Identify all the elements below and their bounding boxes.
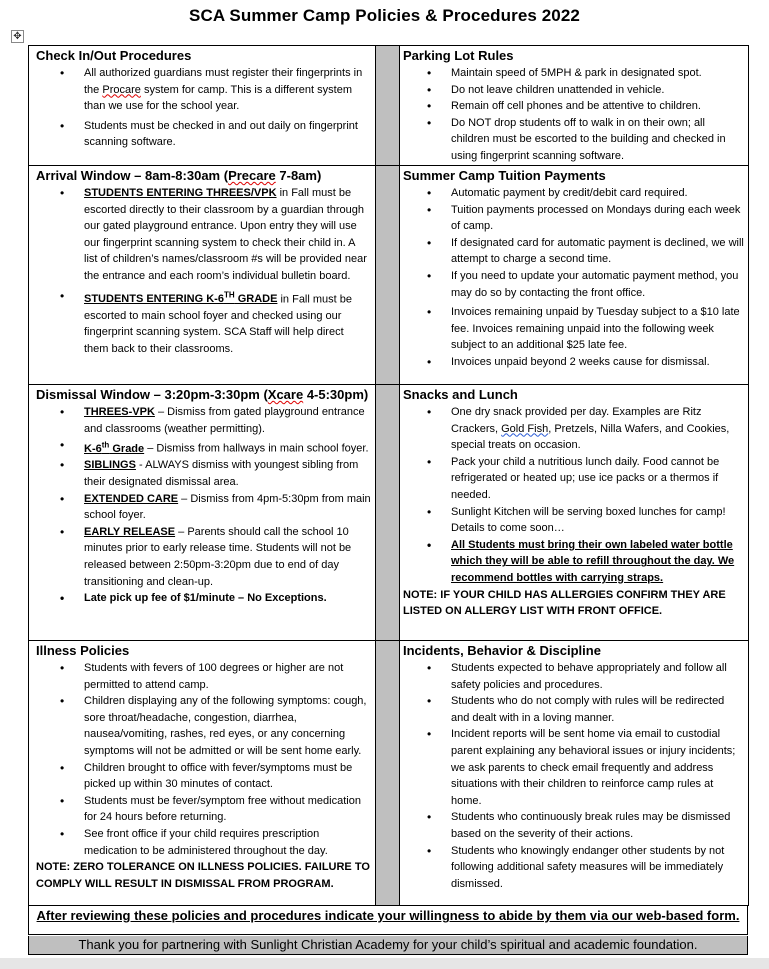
list-item: • THREES-VPK – Dismiss from gated playground entrance and classrooms (weather permitting). <box>36 404 371 437</box>
list-item: • Students with fevers of 100 degrees or higher are not permitted to attend camp. <box>36 660 371 693</box>
list-item: • Sunlight Kitchen will be serving boxed lunches for camp! Details to come soon… <box>403 504 744 537</box>
checkin-cell <box>29 46 376 165</box>
tuition-heading: Summer Camp Tuition Payments <box>403 168 606 183</box>
list-item: • Students who continuously break rules may be dismissed based on the severity of their actions. <box>403 809 744 842</box>
parking-heading: Parking Lot Rules <box>403 48 514 63</box>
page-edge <box>0 958 769 969</box>
arrival-heading: Arrival Window – 8am-8:30am (Precare 7-8am) <box>36 168 322 183</box>
dismissal-heading: Dismissal Window – 3:20pm-3:30pm (Xcare 4-5:30pm) <box>36 387 369 402</box>
table-row <box>29 46 749 166</box>
parking-cell <box>400 46 749 165</box>
list-item: • All Students must bring their own labeled water bottle which they will be able to refill throughout the day. We recommend bottles with carrying straps. <box>403 537 744 587</box>
table-move-handle-icon[interactable]: ✥ <box>11 30 24 43</box>
allergy-note: NOTE: IF YOUR CHILD HAS ALLERGIES CONFIRM THEY ARE LISTED ON ALLERGY LIST WITH FRONT OFFICE. <box>403 588 726 618</box>
list-item: • STUDENTS ENTERING K-6TH GRADE in Fall must be escorted to main school foyer and checked using our fingerprint scanning system. SCA Staff will help direct them back to their classrooms. <box>36 288 371 358</box>
list-item: • One dry snack provided per day. Examples are Ritz Crackers, Gold Fish, Pretzels, Nilla Wafers, and Cookies, special treats on occasion. <box>403 404 744 454</box>
list-item: • Do not leave children unattended in vehicle. <box>403 82 744 99</box>
table-row <box>29 641 749 906</box>
table-row <box>29 166 749 385</box>
list-item: • Children displaying any of the following symptoms: cough, sore throat/headache, congestion, diarrhea, nausea/vomiting, rashes, red eyes, or any concerning symptoms will not be admitted or will be sent home early. <box>36 693 371 759</box>
list-item: • Invoices remaining unpaid by Tuesday subject to a $10 late fee. Invoices remaining unpaid into the following week subject to an additional $25 late fee. <box>403 304 744 354</box>
checkin-heading: Check In/Out Procedures <box>36 48 192 63</box>
list-item: • Invoices unpaid beyond 2 weeks cause for dismissal. <box>403 354 744 371</box>
shaded-divider <box>376 46 400 165</box>
table-row <box>29 385 749 641</box>
incidents-cell <box>400 641 749 905</box>
shaded-divider <box>376 385 400 640</box>
list-item: • Pack your child a nutritious lunch daily. Food cannot be refrigerated or heated up; use ice packs or a thermos if needed. <box>403 454 744 504</box>
illness-note: NOTE: ZERO TOLERANCE ON ILLNESS POLICIES. FAILURE TO COMPLY WILL RESULT IN DISMISSAL FROM PROGRAM. <box>36 861 370 890</box>
list-item: • Students expected to behave appropriately and follow all safety policies and procedures. <box>403 660 744 693</box>
dismissal-cell <box>29 385 376 640</box>
list-item: • Students must be fever/symptom free without medication for 24 hours before returning. <box>36 793 371 826</box>
shaded-divider <box>376 166 400 384</box>
illness-cell <box>29 641 376 905</box>
spellcheck-word: Procare <box>102 83 141 96</box>
list-item: • EXTENDED CARE – Dismiss from 4pm-5:30pm from main school foyer. <box>36 491 371 524</box>
arrival-cell <box>29 166 376 384</box>
incidents-heading: Incidents, Behavior & Discipline <box>403 643 601 658</box>
list-item: • EARLY RELEASE – Parents should call the school 10 minutes prior to early release time. Students will not be released between 2:50pm-3:20pm due to end of day transitioning and clean-up. <box>36 524 371 590</box>
list-item: • If you need to update your automatic payment method, you may do so by contacting the front office. <box>403 268 744 301</box>
list-item: • STUDENTS ENTERING THREES/VPK in Fall must be escorted directly to their classroom by a guardian through our gated playground entrance. Upon entry they will use our fingerprint scanning system to check their child in. A list of children’s names/classroom #s will be provided near the entrance and each room’s individual bulletin board. <box>36 185 371 285</box>
list-item: • Maintain speed of 5MPH & park in designated spot. <box>403 65 744 82</box>
tuition-cell <box>400 166 749 384</box>
snacks-cell <box>400 385 749 640</box>
grammar-check-word: Gold Fish <box>501 422 549 435</box>
list-item: • Remain off cell phones and be attentive to children. <box>403 98 744 115</box>
snacks-heading: Snacks and Lunch <box>403 387 518 402</box>
document-title: SCA Summer Camp Policies & Procedures 2022 <box>189 6 580 25</box>
list-item: • K-6th Grade – Dismiss from hallways in main school foyer. <box>36 437 371 457</box>
list-item: • Tuition payments processed on Mondays during each week of camp. <box>403 202 744 235</box>
thank-you-banner: Thank you for partnering with Sunlight Christian Academy for your child’s spiritual and academic foundation. <box>28 936 748 955</box>
list-item: • If designated card for automatic payment is declined, we will attempt to charge a second time. <box>403 235 744 268</box>
list-item: • Automatic payment by credit/debit card required. <box>403 185 744 202</box>
list-item: • Do NOT drop students off to walk in on their own; all children must be escorted to the building and checked in using fingerprint scanning software. <box>403 115 744 165</box>
shaded-divider <box>376 641 400 905</box>
list-item: • Late pick up fee of $1/minute – No Exceptions. <box>36 590 371 607</box>
list-item: • Children brought to office with fever/symptoms must be picked up within 30 minutes of contact. <box>36 760 371 793</box>
list-item: • SIBLINGS - ALWAYS dismiss with youngest sibling from their designated dismissal area. <box>36 457 371 490</box>
list-item: • Students must be checked in and out daily on fingerprint scanning software. <box>36 118 371 151</box>
illness-heading: Illness Policies <box>36 643 130 658</box>
list-item: • Students who knowingly endanger other students by not following additional safety measures will be immediately dismissed. <box>403 843 744 893</box>
list-item: • All authorized guardians must register their fingerprints in the Procare system for camp. This is a different system than we use for the school year. <box>36 65 371 115</box>
policies-table <box>28 45 749 906</box>
list-item: • Incident reports will be sent home via email to custodial parent explaining any behavioral issues or injury incidents; we ask parents to check email frequently and address situations with their children to reinforce camp rules at home. <box>403 726 744 809</box>
list-item: • Students who do not comply with rules will be redirected and dealt with in a loving manner. <box>403 693 744 726</box>
review-statement: After reviewing these policies and procedures indicate your willingness to abide by them via our web-based form. <box>28 905 748 935</box>
list-item: • See front office if your child requires prescription medication to be administered throughout the day. <box>36 826 371 859</box>
